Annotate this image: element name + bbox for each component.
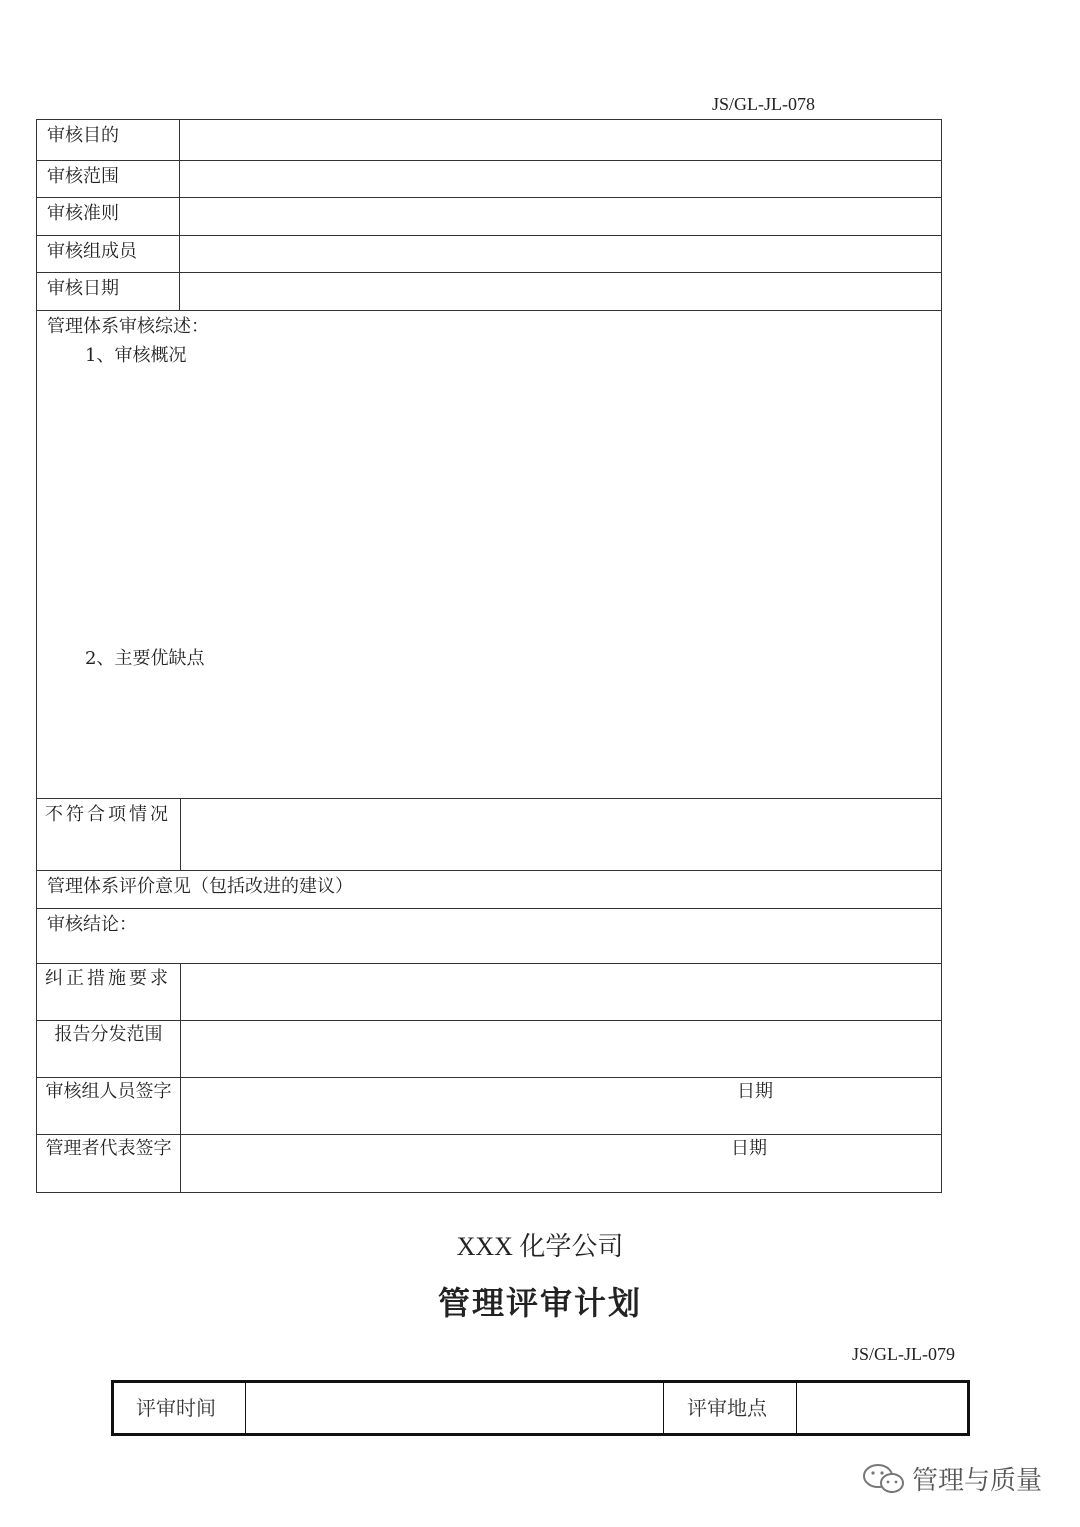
field-team-signature[interactable] [180,1077,942,1135]
field-audit-date[interactable] [179,272,942,311]
field-audit-purpose[interactable] [179,119,942,161]
rep-sign-date-label: 日期 [731,1138,767,1159]
label-audit-purpose: 审核目的 [36,119,180,161]
label-audit-conclusion: 审核结论： [36,908,942,964]
label-review-place: 评审地点 [687,1396,767,1420]
review-plan-table [111,1380,970,1436]
watermark-text: 管理与质量 [912,1466,1043,1496]
label-corrective-action: 纠正措施要求 [36,963,181,1021]
document-code-079: JS/GL-JL-079 [852,1344,955,1364]
audit-report-table [36,119,942,1193]
team-sign-date-label: 日期 [737,1081,773,1102]
label-team-signature: 审核组人员签字 [36,1077,181,1135]
field-audit-members[interactable] [179,235,942,273]
field-representative-signature[interactable] [180,1134,942,1193]
label-audit-members: 审核组成员 [36,235,180,273]
summary-item-strengths-weaknesses: 2、主要优缺点 [85,648,205,669]
field-review-place[interactable] [798,1383,966,1433]
audit-summary-block[interactable] [36,310,942,799]
field-review-time[interactable] [247,1383,663,1433]
summary-item-overview: 1、审核概况 [85,345,187,366]
document-code-078: JS/GL-JL-078 [712,94,815,114]
label-nonconformity: 不符合项情况 [36,798,181,871]
label-review-time: 评审时间 [136,1396,216,1420]
label-audit-criteria: 审核准则 [36,197,180,236]
company-name: XXX 化学公司 [456,1232,624,1261]
field-report-distribution[interactable] [180,1020,942,1078]
divider [245,1383,246,1433]
label-audit-date: 审核日期 [36,272,180,311]
divider [796,1383,797,1433]
divider [663,1383,664,1433]
field-corrective-action[interactable] [180,963,942,1021]
label-audit-scope: 审核范围 [36,160,180,198]
field-audit-scope[interactable] [179,160,942,198]
watermark [862,1460,1042,1497]
field-nonconformity[interactable] [180,798,942,871]
plan-title: 管理评审计划 [437,1284,642,1322]
label-representative-signature: 管理者代表签字 [36,1134,181,1193]
label-system-evaluation: 管理体系评价意见（包括改进的建议） [36,870,942,909]
field-audit-criteria[interactable] [179,197,942,236]
wechat-icon [862,1462,906,1496]
label-report-distribution: 报告分发范围 [36,1020,181,1078]
summary-title: 管理体系审核综述： [47,316,209,337]
